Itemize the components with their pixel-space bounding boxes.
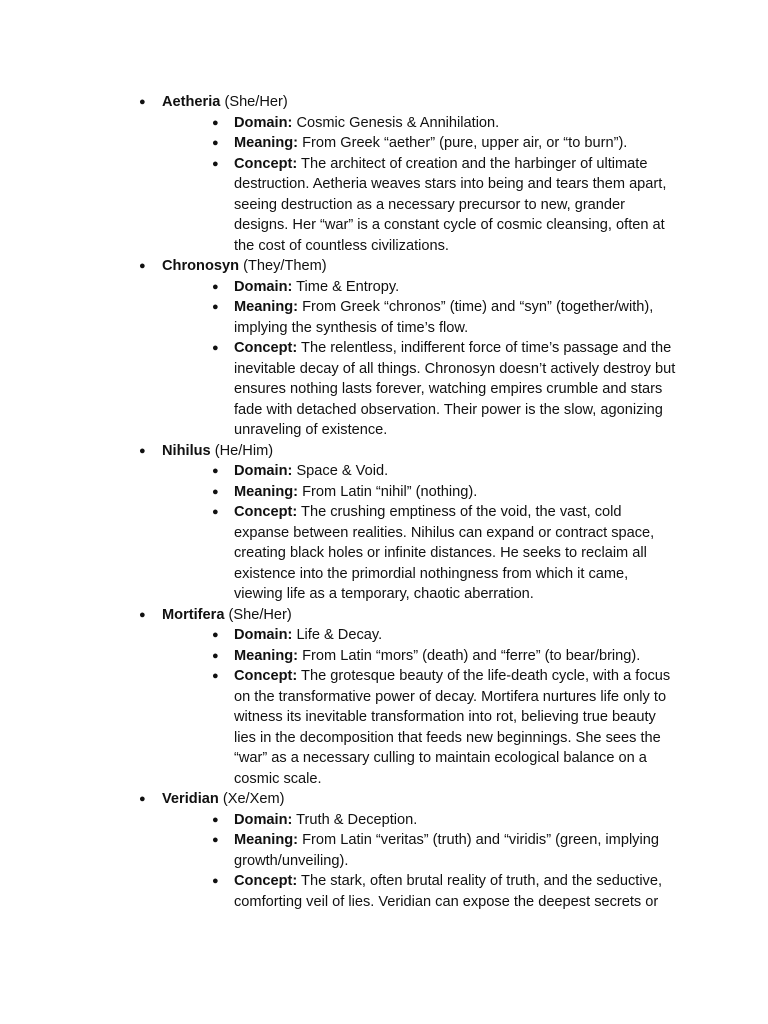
bullet-icon: ● [212, 485, 219, 498]
bullet-icon: ● [139, 260, 146, 272]
deity-name: Aetheria [162, 94, 221, 110]
deity-name: Veridian [162, 791, 219, 807]
field-label: Concept: [234, 668, 298, 684]
bullet-icon: ● [212, 137, 219, 149]
field-text: From Latin “mors” (death) and “ferre” (to bear/bring). [302, 647, 641, 664]
field-text: The architect of creation and the harbinger of ultimate destruction. Aetheria weaves stars into being and tears them apart, seeing destruction as a necessary precursor to new, grander designs. Her “war” is a constant cycle of cosmic cleansing, often at the cost of countless civilizations. [234, 155, 667, 254]
bullet-icon: ● [139, 793, 146, 805]
field-label: Meaning: [234, 647, 299, 664]
deity-heading [139, 605, 682, 626]
bullet-icon: ● [212, 157, 219, 170]
deity-details [162, 113, 682, 257]
bullet-icon: ● [212, 116, 219, 129]
meaning-item [212, 646, 680, 667]
bullet-icon: ● [212, 813, 219, 826]
field-text: From Latin “nihil” (nothing). [302, 483, 478, 500]
bullet-icon: ● [212, 301, 219, 313]
bullet-icon: ● [139, 96, 146, 108]
meaning-item [212, 297, 680, 338]
field-label: Concept: [234, 504, 298, 520]
domain-item [212, 625, 680, 646]
bullet-icon: ● [212, 629, 219, 641]
bullet-icon: ● [212, 465, 219, 477]
concept-item [212, 502, 680, 605]
deity-name: Chronosyn [162, 258, 240, 274]
bullet-icon: ● [139, 608, 146, 621]
field-text: Time & Entropy. [296, 278, 400, 295]
field-text: The stark, often brutal reality of truth, and the seductive, comforting veil of lies. Veridian can expose the deepest secrets or [234, 873, 663, 910]
deity-entry-nihilus [139, 441, 682, 605]
deity-name: Mortifera [162, 606, 225, 623]
field-text: Truth & Deception. [296, 811, 418, 828]
field-text: From Latin “veritas” (truth) and “viridis” (green, implying growth/unveiling). [234, 832, 659, 869]
field-label: Meaning: [234, 135, 299, 151]
deity-entry-veridian [139, 789, 682, 912]
field-label: Concept: [234, 340, 298, 356]
field-label: Domain: [234, 463, 293, 479]
domain-item [212, 113, 680, 134]
bullet-icon: ● [139, 444, 146, 457]
deity-heading [139, 92, 682, 113]
concept-item [212, 154, 680, 257]
field-label: Domain: [234, 114, 293, 131]
field-label: Meaning: [234, 299, 299, 315]
field-text: Cosmic Genesis & Annihilation. [296, 114, 500, 131]
field-label: Domain: [234, 811, 293, 828]
field-label: Concept: [234, 873, 298, 889]
concept-item [212, 871, 680, 912]
deity-pronouns: (They/Them) [243, 258, 327, 274]
field-text: Life & Decay. [296, 627, 383, 643]
meaning-item [212, 482, 680, 503]
bullet-icon: ● [212, 280, 219, 293]
domain-item [212, 277, 680, 298]
deity-heading [139, 441, 682, 462]
deity-heading [139, 256, 682, 277]
meaning-item [212, 830, 680, 871]
field-text: The crushing emptiness of the void, the vast, cold expanse between realities. Nihilus can expand or contract space, creating black holes or infinite distances. He seeks to reclaim all existence into the primordial nothingness from which it came, viewing life as a temporary, chaotic aberration. [234, 504, 655, 602]
field-label: Meaning: [234, 483, 299, 500]
field-text: The relentless, indifferent force of time’s passage and the inevitable decay of all things. Chronosyn doesn’t actively destroy but ensures nothing lasts forever, watching empires crumble and stars fade with detached observation. Their power is the slow, agonizing unraveling of existence. [234, 340, 676, 438]
bullet-icon: ● [212, 649, 219, 662]
deity-details [162, 810, 682, 913]
deity-entry-aetheria [139, 92, 682, 256]
bullet-icon: ● [212, 875, 219, 887]
concept-item [212, 338, 680, 441]
domain-item [212, 461, 680, 482]
bullet-icon: ● [212, 834, 219, 846]
deity-pronouns: (She/Her) [228, 606, 292, 623]
field-label: Concept: [234, 155, 298, 172]
bullet-icon: ● [212, 506, 219, 518]
field-label: Domain: [234, 627, 293, 643]
deity-entry-mortifera [139, 605, 682, 790]
field-label: Domain: [234, 278, 293, 295]
field-text: From Greek “aether” (pure, upper air, or “to burn”). [302, 135, 628, 151]
domain-item [212, 810, 680, 831]
deity-entry-chronosyn [139, 256, 682, 441]
deity-pronouns: (He/Him) [214, 442, 274, 459]
field-text: Space & Void. [296, 463, 389, 479]
field-text: The grotesque beauty of the life-death cycle, with a focus on the transformative power of decay. Mortifera nurtures life only to witness its inevitable transformation into rot, believing true beauty lies in the decomposition that feeds new beginnings. She sees the “war” as a necessary culling to maintain ecological balance on a cosmic scale. [234, 668, 671, 787]
field-label: Meaning: [234, 832, 299, 848]
bullet-icon: ● [212, 670, 219, 682]
deity-name: Nihilus [162, 442, 211, 459]
meaning-item [212, 133, 680, 154]
deity-list [139, 92, 682, 912]
concept-item [212, 666, 680, 789]
deity-pronouns: (Xe/Xem) [222, 791, 285, 807]
deity-heading [139, 789, 682, 810]
field-text: From Greek “chronos” (time) and “syn” (together/with), implying the synthesis of time’s flow. [234, 299, 654, 336]
deity-pronouns: (She/Her) [224, 94, 288, 110]
bullet-icon: ● [212, 342, 219, 354]
deity-details [162, 277, 682, 441]
deity-details [162, 625, 682, 789]
deity-details [162, 461, 682, 605]
